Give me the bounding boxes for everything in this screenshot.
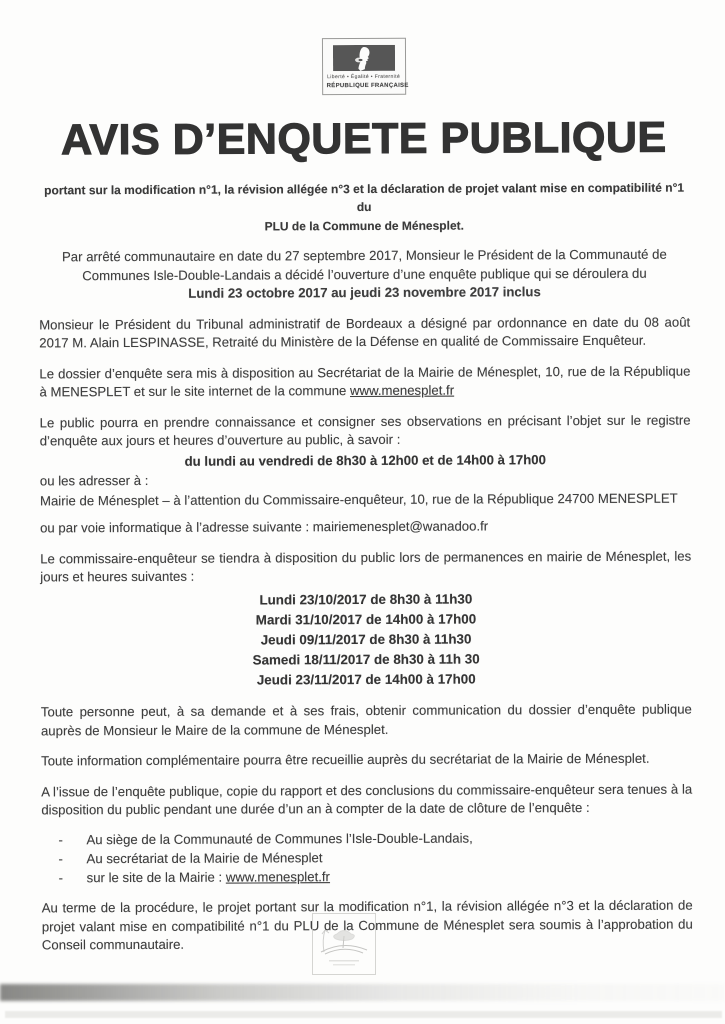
commune-stamp-icon: [312, 913, 376, 975]
bullet-dash: -: [58, 851, 63, 867]
list-item: [59, 865, 693, 887]
paragraph-arrete: [39, 246, 690, 304]
permanence-slot: Jeudi 23/11/2017 de 14h00 à 17h00: [256, 671, 476, 688]
location-mairie: Au secrétariat de la Mairie de Ménesplet: [86, 849, 323, 866]
registre-opening-hours: du lundi au vendredi de 8h30 à 12h00 et de 14h00 à 17h00: [184, 451, 546, 469]
paragraph-permanences-intro: Le commissaire-enquêteur se tiendra à disposition du public lors de permanences en mairie de Ménesplet, les jours et heures suivantes :: [40, 548, 692, 585]
paragraph-rapport: A l’issue de l’enquête publique, copie du rapport et des conclusions du commissaire-enquêteur sera tenues à la disposition du public pendant une durée d’un an à compter de la date de clôture de l’enquête :: [41, 781, 693, 818]
subtitle-line-1: portant sur la modification n°1, la révision allégée n°3 et la déclaration de projet valant mise en compatibilité n°1 du: [44, 180, 685, 215]
logo-motto: Liberté • Égalité • Fraternité: [327, 73, 401, 81]
paragraph-email: [40, 517, 691, 538]
arrete-text: Par arrêté communautaire en date du 27 septembre 2017, Monsieur le Président de la Communauté de Communes Isle-Double-Landais a décidé l’ouverture d’une enquête publique qui se déroulera du: [61, 247, 667, 284]
registre-postal-address: Mairie de Ménesplet – à l’attention du Commissaire-enquêteur, 10, rue de la République 24700 MENESPLET: [39, 490, 678, 509]
bullet-dash: -: [58, 831, 63, 847]
email-address: mairiemenesplet@wanadoo.fr: [312, 518, 489, 535]
website-link: www.menesplet.fr: [225, 869, 330, 885]
dossier-text: Le dossier d’enquête sera mis à disposition au Secrétariat de la Mairie de Ménesplet, 10, rue de la République à MENESPLET et sur le site internet de la commune: [39, 363, 691, 400]
paragraph-information: Toute information complémentaire pourra être recueillie auprès du secrétariat de la Mairie de Ménesplet.: [41, 750, 650, 769]
logo-republic: RÉPUBLIQUE FRANÇAISE: [326, 82, 409, 90]
bullet-dash: -: [58, 870, 64, 886]
permanence-slot: Lundi 23/10/2017 de 8h30 à 11h30: [259, 591, 473, 608]
registre-or-send: ou les adresser à :: [39, 473, 149, 489]
paragraph-tribunal: Monsieur le Président du Tribunal administratif de Bordeaux a désigné par ordonnance en date du 08 août 2017 M. Alain LESPINASSE, Retraité du Ministère de la Défense en qualité de Commissaire Enquêteur.: [39, 314, 691, 351]
paragraph-communication: Toute personne peut, à sa demande et à ses frais, obtenir communication du dossier d’enquête publique auprès de Monsieur le Maire de la commune de Ménesplet.: [40, 701, 692, 739]
email-prefix: ou par voie informatique à l’adresse suivante :: [40, 519, 313, 536]
location-website-prefix: sur le site de la Mairie :: [86, 869, 226, 886]
paragraph-registre: [40, 411, 691, 510]
document-subtitle: [39, 178, 690, 237]
permanence-schedule: [40, 588, 691, 691]
location-website: [87, 867, 330, 887]
website-link: www.menesplet.fr: [349, 382, 455, 399]
republique-francaise-logo: [321, 38, 409, 96]
paragraph-conclusion: Au terme de la procédure, le projet portant sur la modification n°1, la révision allégée n°3 et la déclaration de projet valant mise en compatibilité n°1 du PLU de la Commune de Ménesplet sera soumis à l’approbation du Conseil communautaire.: [41, 897, 693, 953]
arrete-period: Lundi 23 octobre 2017 au jeudi 23 novembre 2017 inclus: [188, 284, 541, 302]
scan-edge-artifact: [5, 1011, 722, 1018]
subtitle-line-2: PLU de la Commune de Ménesplet.: [264, 218, 464, 234]
stamp-tree-icon: [313, 914, 375, 974]
paragraph-dossier: [39, 362, 690, 402]
marianne-flag-icon: [332, 45, 394, 71]
registre-text: Le public pourra en prendre connaissance et consigner ses observations en précisant l’objet sur le registre d’enquête aux jours et heures d’ouverture au public, à savoir :: [39, 412, 691, 449]
rapport-locations-list: [41, 827, 692, 887]
permanence-slot: Samedi 18/11/2017 de 8h30 à 11h 30: [252, 651, 480, 668]
document-title: AVIS D’ENQUETE PUBLIQUE: [60, 114, 667, 165]
permanence-slot: Jeudi 09/11/2017 de 8h30 à 11h30: [260, 631, 472, 648]
scan-shadow-artifact: [0, 984, 725, 1001]
location-cdc: Au siège de la Communauté de Communes l’Isle-Double-Landais,: [86, 830, 473, 847]
permanence-slot: Mardi 31/10/2017 de 14h00 à 17h00: [255, 611, 477, 628]
